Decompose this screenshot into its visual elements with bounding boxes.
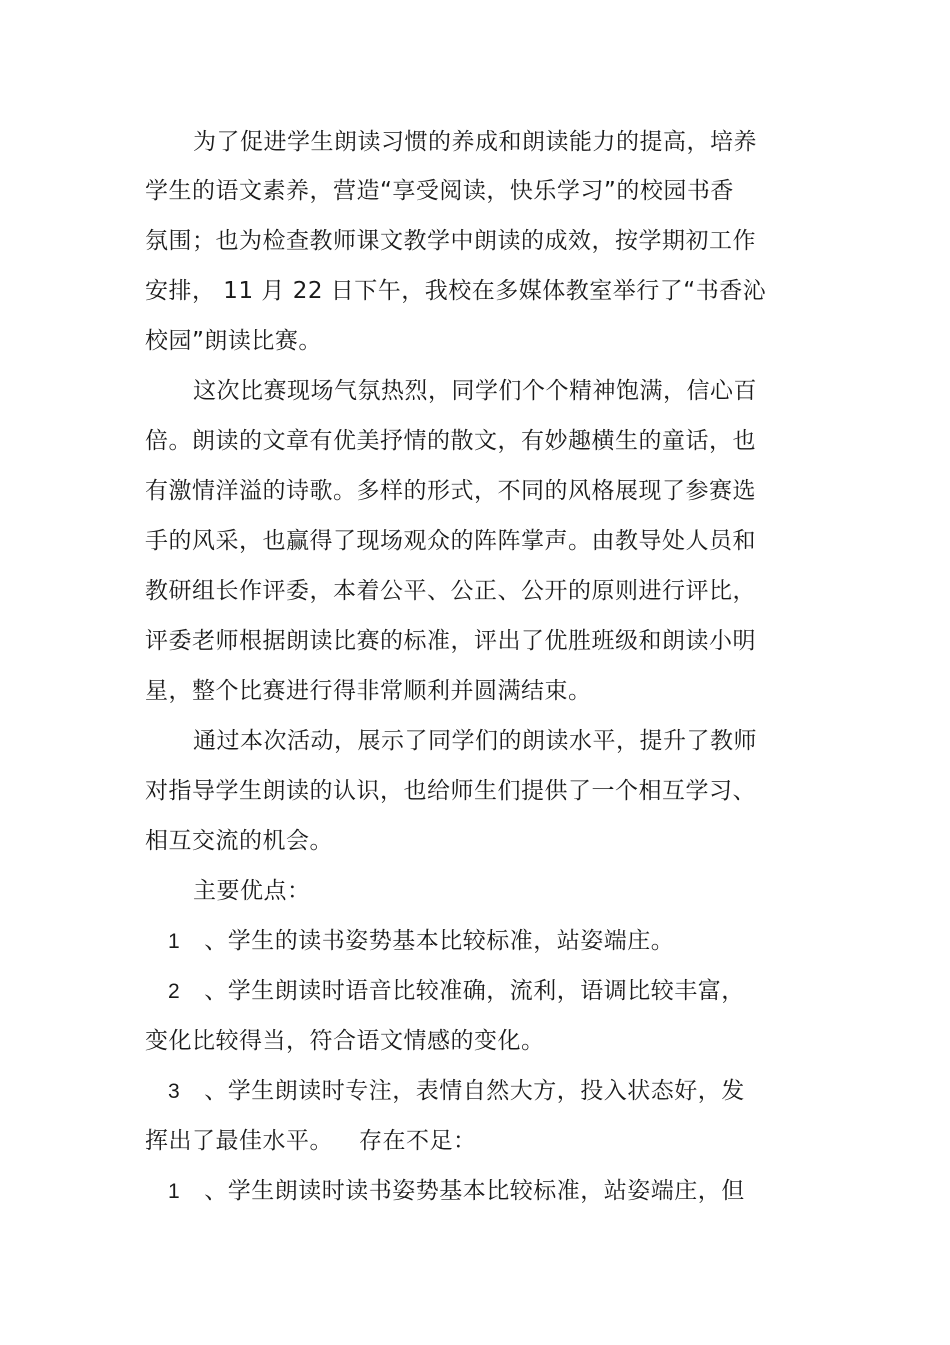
strength-item-3-continuation: 挥出了最佳水平。 [145,1128,333,1154]
weakness-item-1-text: 、学生朗读时读书姿势基本比较标准，站姿端庄，但 [204,1178,745,1204]
strength-item-1-number: 1 [168,930,181,953]
paragraph-3-line-2: 对指导学生朗读的认识，也给师生们提供了一个相互学习、 [145,778,756,804]
paragraph-2-line-5: 教研组长作评委，本着公平、公正、公开的原则进行评比， [145,578,756,604]
paragraph-3-line-3: 相互交流的机会。 [145,828,333,854]
paragraph-2-line-7: 星，整个比赛进行得非常顺利并圆满结束。 [145,678,592,704]
paragraph-1-line-4: 安排， 11 月 22 日下午，我校在多媒体教室举行了“书香沁 [145,278,767,304]
strength-item-2-number: 2 [168,980,181,1003]
strength-item-2-continuation: 变化比较得当，符合语文情感的变化。 [145,1028,545,1054]
paragraph-1-line-1: 为了促进学生朗读习惯的养成和朗读能力的提高，培养 [193,129,757,155]
paragraph-2-line-2: 倍。朗读的文章有优美抒情的散文，有妙趣横生的童话，也 [145,428,756,454]
strength-item-3-text: 、学生朗读时专注，表情自然大方，投入状态好，发 [204,1078,745,1104]
paragraph-2-line-1: 这次比赛现场气氛热烈，同学们个个精神饱满，信心百 [193,378,757,404]
strength-item-3 [168,1076,745,1107]
strengths-heading: 主要优点： [193,878,311,904]
strength-item-3-number: 3 [168,1080,181,1103]
paragraph-1-line-2: 学生的语文素养，营造“享受阅读，快乐学习”的校园书香 [145,178,734,204]
strength-item-1 [168,926,674,957]
weaknesses-heading: 存在不足： [359,1128,477,1154]
paragraph-2-line-4: 手的风采，也赢得了现场观众的阵阵掌声。由教导处人员和 [145,528,756,554]
strength-item-3-continuation-line [145,1126,477,1156]
paragraph-3-line-1: 通过本次活动，展示了同学们的朗读水平，提升了教师 [193,728,757,754]
strength-item-2-text: 、学生朗读时语音比较准确，流利，语调比较丰富， [204,978,745,1004]
paragraph-1-line-3: 氛围；也为检查教师课文教学中朗读的成效，按学期初工作 [145,228,756,254]
paragraph-2-line-3: 有激情洋溢的诗歌。多样的形式，不同的风格展现了参赛选 [145,478,756,504]
paragraph-2-line-6: 评委老师根据朗读比赛的标准，评出了优胜班级和朗读小明 [145,628,756,654]
weakness-item-1-number: 1 [168,1180,181,1203]
strength-item-1-text: 、学生的读书姿势基本比较标准，站姿端庄。 [204,928,675,954]
weakness-item-1 [168,1176,745,1207]
strength-item-2 [168,976,745,1007]
paragraph-1-line-5: 校园”朗读比赛。 [145,328,322,354]
